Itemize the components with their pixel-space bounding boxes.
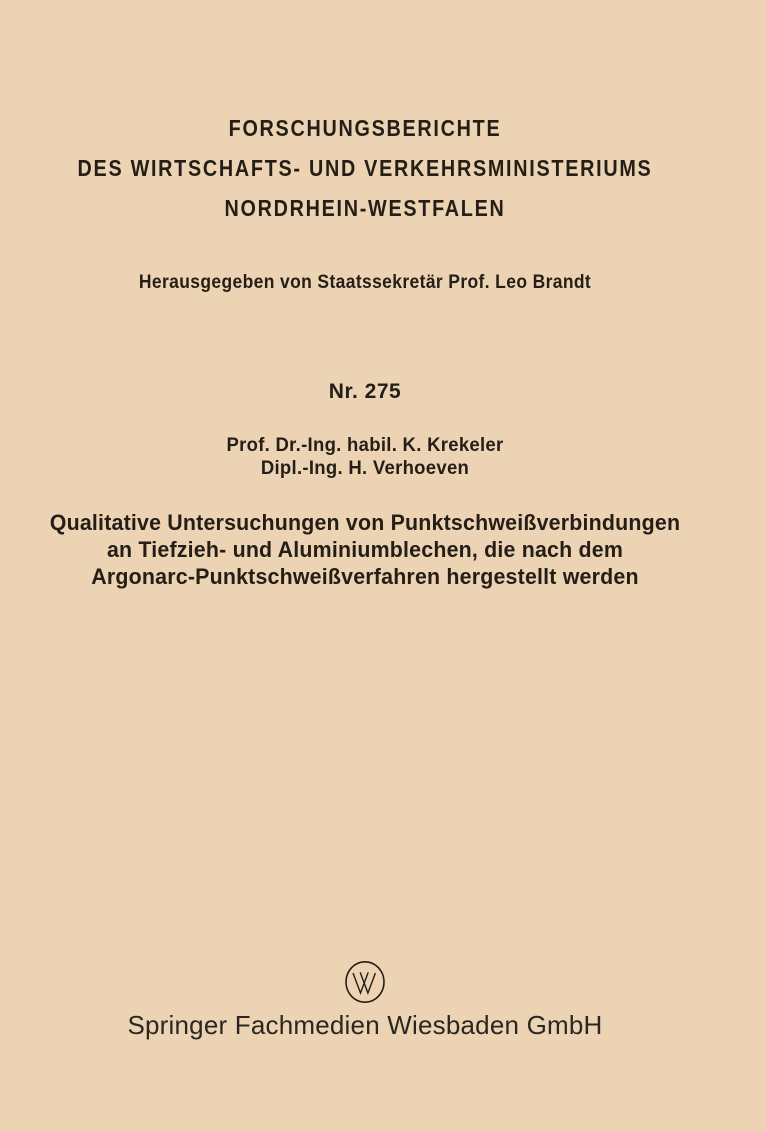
series-title-line-2: DES WIRTSCHAFTS- UND VERKEHRSMINISTERIUMS xyxy=(77,155,653,181)
vieweg-monogram-icon xyxy=(344,960,386,1004)
author-2: Dipl.-Ing. H. Verhoeven xyxy=(260,457,470,479)
report-title-line-2: an Tiefzieh- und Aluminiumblechen, die nach dem xyxy=(106,537,624,562)
series-title-line-1: FORSCHUNGSBERICHTE xyxy=(228,115,502,141)
report-title xyxy=(0,509,730,590)
authors-block xyxy=(0,434,730,480)
author-1: Prof. Dr.-Ing. habil. K. Krekeler xyxy=(226,434,504,456)
publisher-logo xyxy=(0,960,730,1009)
report-title-line-1: Qualitative Untersuchungen von Punktschweißverbindungen xyxy=(49,510,681,535)
series-title xyxy=(0,108,730,228)
report-number: Nr. 275 xyxy=(328,380,402,403)
series-title-line-3: NORDRHEIN-WESTFALEN xyxy=(224,195,506,221)
publisher-name: Springer Fachmedien Wiesbaden GmbH xyxy=(127,1010,603,1040)
report-title-line-3: Argonarc-Punktschweißverfahren hergestellt werden xyxy=(91,564,639,589)
editor-line: Herausgegeben von Staatssekretär Prof. Leo Brandt xyxy=(138,272,592,293)
